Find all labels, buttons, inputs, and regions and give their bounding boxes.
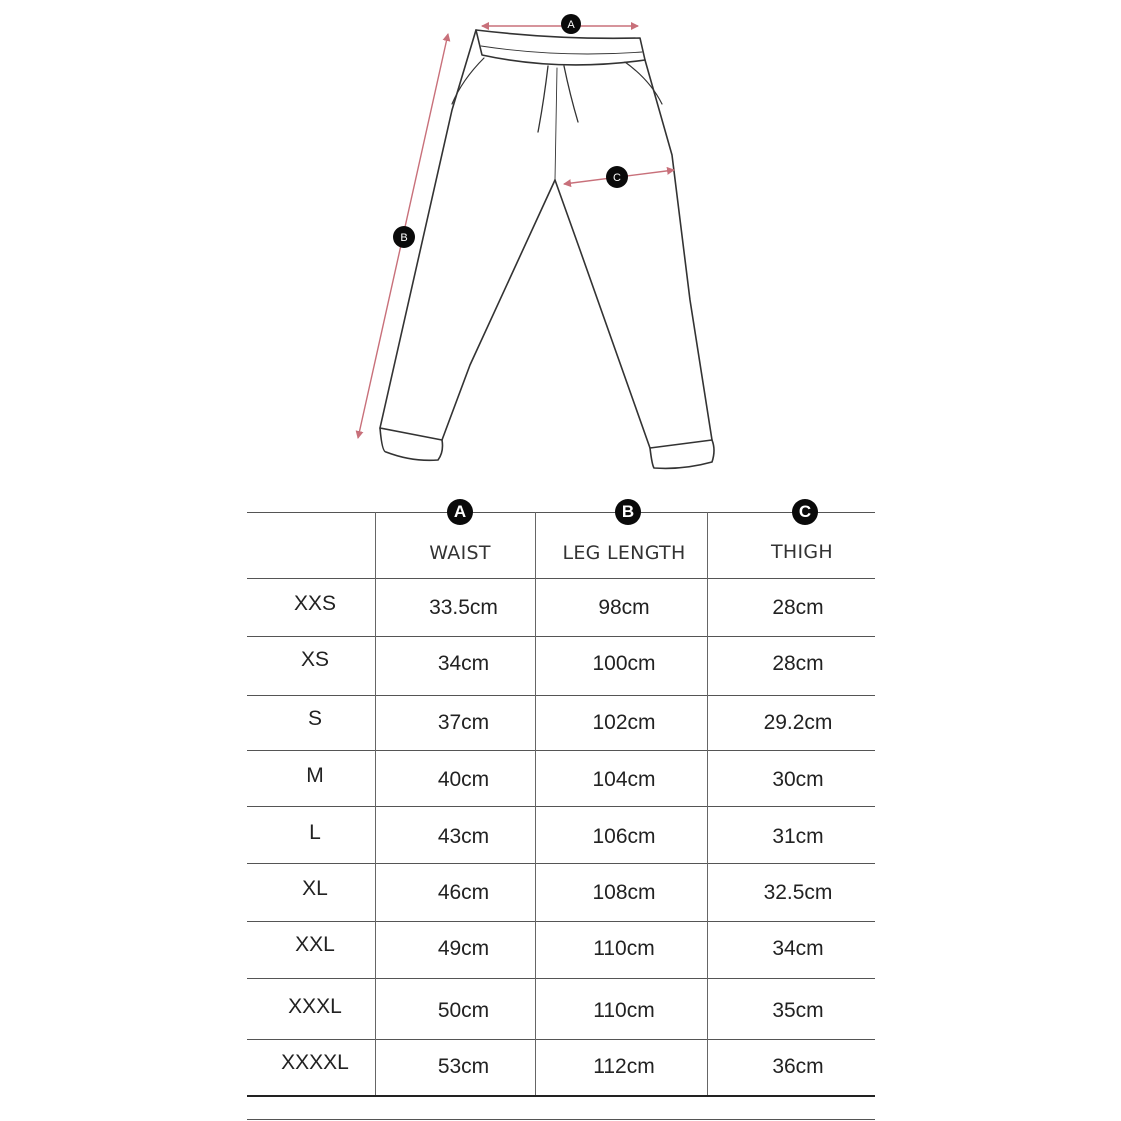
pants-measurement-diagram xyxy=(0,0,1121,480)
table-rule xyxy=(247,636,875,637)
leg-length-cell: 98cm xyxy=(598,596,650,619)
size-cell: XXS xyxy=(293,592,337,615)
thigh-cell: 34cm xyxy=(772,937,824,960)
table-rule xyxy=(247,1095,875,1097)
waist-cell: 53cm xyxy=(437,1055,490,1078)
table-rule xyxy=(247,1119,875,1120)
table-rule xyxy=(247,806,875,807)
thigh-cell: 29.2cm xyxy=(763,711,833,734)
header-marker-a: A xyxy=(447,499,473,525)
size-cell: L xyxy=(309,821,321,844)
thigh-cell: 35cm xyxy=(772,999,824,1022)
waist-cell: 46cm xyxy=(437,881,490,904)
thigh-cell: 28cm xyxy=(772,652,824,675)
thigh-cell: 31cm xyxy=(772,825,824,848)
size-cell: XL xyxy=(302,877,328,900)
leg-length-cell: 106cm xyxy=(592,825,656,848)
svg-text:C: C xyxy=(613,172,621,184)
table-rule xyxy=(247,921,875,922)
size-cell: XXXL xyxy=(288,995,342,1018)
waist-cell: 34cm xyxy=(437,652,490,675)
leg-length-cell: 110cm xyxy=(593,999,655,1022)
thigh-cell: 36cm xyxy=(772,1055,824,1078)
waist-cell: 37cm xyxy=(437,711,490,734)
leg-length-cell: 108cm xyxy=(592,881,656,904)
leg-length-cell: 100cm xyxy=(592,652,656,675)
table-rule xyxy=(247,978,875,979)
size-cell: M xyxy=(306,764,324,787)
size-cell: XS xyxy=(300,648,329,671)
table-rule xyxy=(247,750,875,751)
table-rule xyxy=(247,512,875,513)
leg-length-cell: 110cm xyxy=(593,937,655,960)
thigh-cell: 30cm xyxy=(772,768,824,791)
header-marker-b: B xyxy=(615,499,641,525)
leg-length-cell: 112cm xyxy=(593,1055,655,1078)
table-rule xyxy=(247,578,875,579)
pants-outline xyxy=(380,30,714,468)
size-cell: XXXXL xyxy=(281,1051,349,1074)
thigh-cell: 28cm xyxy=(772,596,824,619)
waist-cell: 43cm xyxy=(437,825,490,848)
header-marker-c: C xyxy=(792,499,818,525)
size-cell: XXL xyxy=(295,933,335,956)
waist-cell: 50cm xyxy=(437,999,490,1022)
header-thigh: THIGH xyxy=(770,541,833,563)
leg-length-cell: 104cm xyxy=(592,768,656,791)
waist-cell: 33.5cm xyxy=(429,596,498,619)
marker-b xyxy=(393,226,415,248)
waist-cell: 40cm xyxy=(437,768,490,791)
thigh-cell: 32.5cm xyxy=(763,881,833,904)
table-rule xyxy=(247,695,875,696)
table-rule xyxy=(247,863,875,864)
size-cell: S xyxy=(307,707,322,730)
table-rule xyxy=(247,1039,875,1040)
marker-a xyxy=(561,14,581,34)
header-waist: WAIST xyxy=(429,542,491,564)
waist-cell: 49cm xyxy=(437,937,490,960)
svg-text:A: A xyxy=(567,19,575,31)
marker-c xyxy=(606,166,628,188)
header-leg-length: LEG LENGTH xyxy=(562,542,686,564)
svg-text:B: B xyxy=(400,232,408,244)
leg-length-cell: 102cm xyxy=(592,711,656,734)
